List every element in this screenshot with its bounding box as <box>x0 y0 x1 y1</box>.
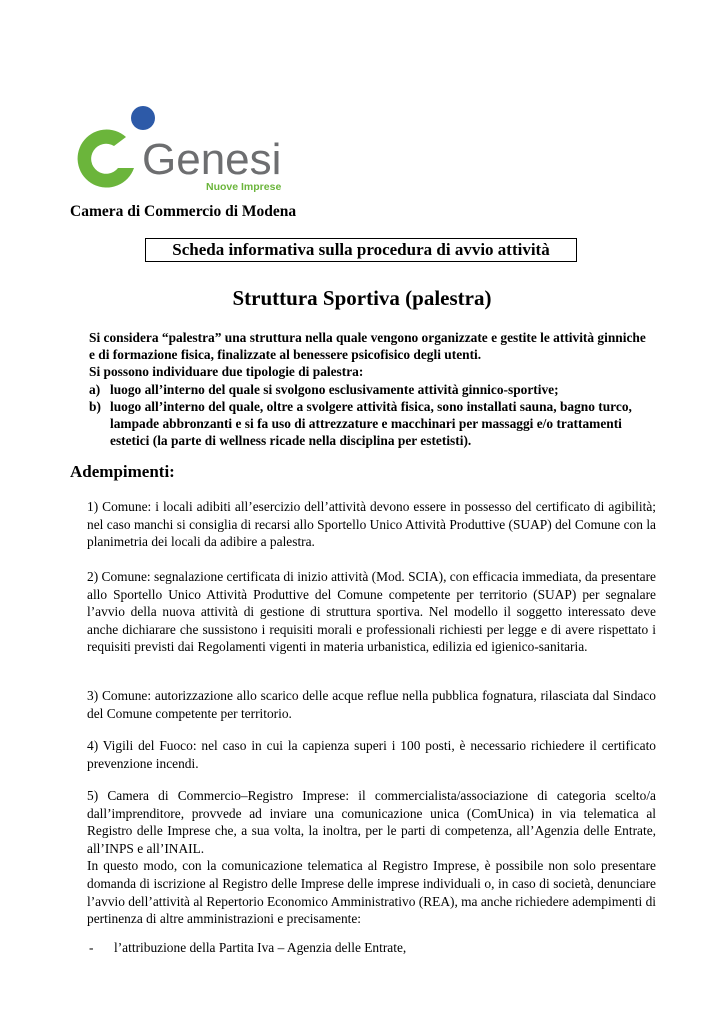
paragraph-text: 2) Comune: segnalazione certificata di inizio attività (Mod. SCIA), con efficacia immediata, da presentare allo Sportello Unico Attività Produttive del Comune competente per territorio (SUAP) per segnalare l’avvio della nuova attività di gestione di struttura sportiva. Nel modello il soggetto interessato deve anche dichiarare che sussistono i requisiti morali e professionali richiesti per legge e di avere rispettato i requisiti previsti dai Regolamenti vigenti in materia urbanistica, edilizia ed igienico-sanitaria. <box>87 569 656 655</box>
list-marker: a) <box>89 381 101 397</box>
list-item-text: luogo all’interno del quale si svolgono esclusivamente attività ginnico-sportive; <box>110 381 559 397</box>
list-item <box>89 381 654 398</box>
paragraph-4 <box>87 737 656 772</box>
paragraph-2 <box>87 568 656 656</box>
list-marker: b) <box>89 398 101 414</box>
list-item <box>89 398 654 450</box>
intro-section <box>89 329 654 449</box>
list-item-text: luogo all’interno del quale, oltre a svolgere attività fisica, sono installati sauna, bagno turco, lampade abbronzanti e si fa uso di attrezzature e macchinari per massaggi e/o trattamenti estetici (la parte di wellness ricade nella disciplina per estetisti). <box>110 398 632 449</box>
list-item <box>87 939 656 957</box>
page-title: Struttura Sportiva (palestra) <box>232 286 492 310</box>
paragraph-text: 4) Vigili del Fuoco: nel caso in cui la capienza superi i 100 posti, è necessario richiedere il certificato prevenzione incendi. <box>87 738 656 771</box>
paragraph-1 <box>87 498 656 551</box>
section-heading: Adempimenti: <box>70 462 175 481</box>
paragraph-text: 3) Comune: autorizzazione allo scarico delle acque reflue nella pubblica fognatura, rilasciata dal Sindaco del Comune competente per territorio. <box>87 688 656 721</box>
organization-name: Camera di Commercio di Modena <box>70 203 297 220</box>
logo-tagline: Nuove Imprese <box>206 181 282 193</box>
logo-green-swirl <box>78 130 134 188</box>
paragraph-5 <box>87 787 656 928</box>
logo-blue-dot <box>131 106 155 130</box>
intro-definition: Si considera “palestra” una struttura nella quale vengono organizzate e gestite le attività ginniche e di formazione fisica, finalizzate al benessere psicofisico degli utenti. <box>89 330 646 363</box>
document-subtitle-box: Scheda informativa sulla procedura di avvio attività <box>145 238 577 262</box>
intro-types-lead: Si possono individuare due tipologie di palestra: <box>89 364 364 380</box>
paragraph-3 <box>87 687 656 722</box>
paragraph-text: 1) Comune: i locali adibiti all’esercizio dell’attività devono essere in possesso del certificato di agibilità; nel caso manchi si consiglia di recarsi allo Sportello Unico Attività Produttive (SUAP) del Comune con la planimetria dei locali da adibire a palestra. <box>87 499 656 550</box>
logo-wordmark: Genesi <box>142 135 282 184</box>
genesi-logo <box>72 104 296 200</box>
paragraph-text: In questo modo, con la comunicazione telematica al Registro Imprese, è possibile non solo presentare domanda di iscrizione al Registro delle Imprese delle imprese individuali o, in caso di società, denunciare l’avvio dell’attività al Repertorio Economico Amministrativo (REA), ma anche richiedere adempimenti di pertinenza di altre amministrazioni e precisamente: <box>87 858 656 927</box>
bullet-text: l’attribuzione della Partita Iva – Agenzia delle Entrate, <box>114 940 407 955</box>
bullet-list <box>87 939 656 957</box>
paragraph-text: 5) Camera di Commercio–Registro Imprese: il commercialista/associazione di categoria scelto/a dall’imprenditore, provvede ad inviare una comunicazione unica (ComUnica) in via telematica al Registro delle Imprese che, a sua volta, la inoltra, per le parti di competenza, all’Agenzia delle Entrate, all’INPS e all’INAIL. <box>87 788 656 856</box>
bullet-marker: - <box>89 940 94 955</box>
